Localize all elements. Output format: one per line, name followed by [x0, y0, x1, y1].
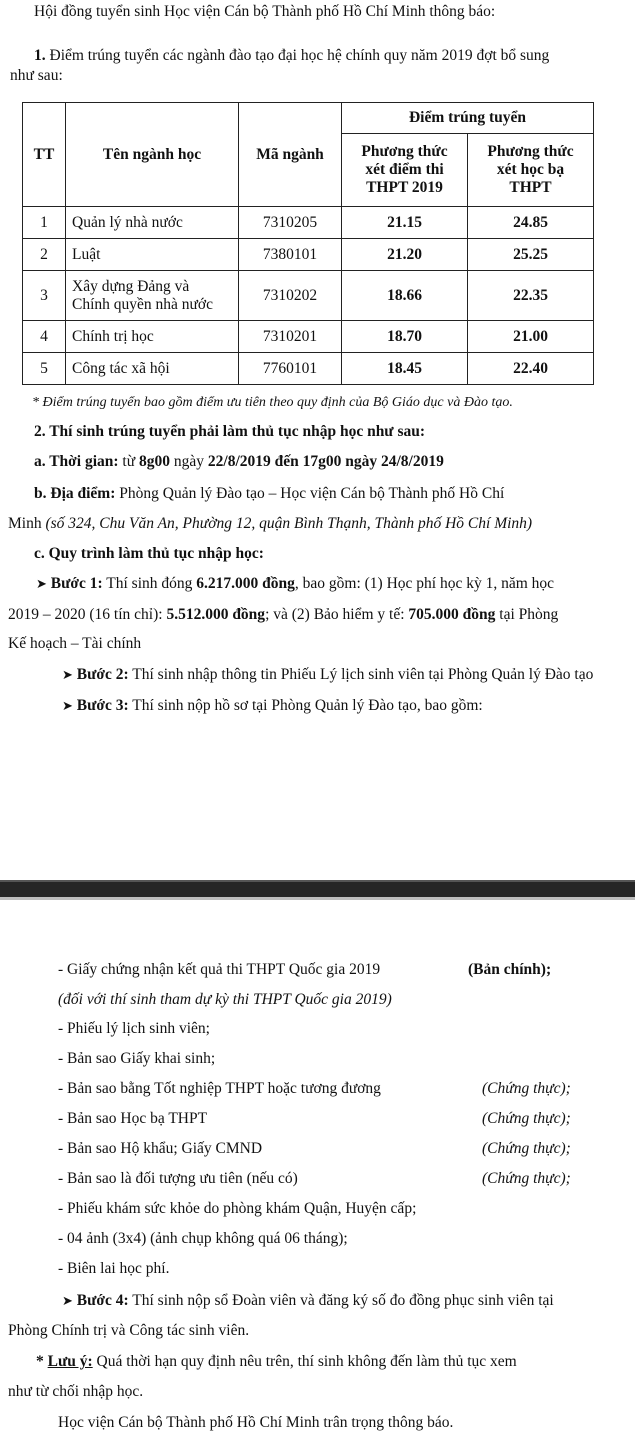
doc-tag-certified: (Chứng thực); — [482, 1110, 571, 1127]
note-line2: như từ chối nhập học. — [8, 1383, 144, 1400]
arrow-bullet-icon: ➤ — [36, 576, 47, 591]
closing-line: Học viện Cán bộ Thành phố Hồ Chí Minh trân trọng thông báo. — [58, 1414, 454, 1431]
col-header-major: Tên ngành học — [66, 103, 239, 207]
doc-item-diploma: - Bản sao bằng Tốt nghiệp THPT hoặc tương đương — [58, 1080, 381, 1097]
admission-score-table — [22, 102, 594, 385]
table-row: 5 Công tác xã hội 7760101 18.45 22.40 — [23, 353, 594, 385]
doc-item-receipt: - Biên lai học phí. — [58, 1260, 170, 1277]
doc-item-exam-certificate: - Giấy chứng nhận kết quả thi THPT Quốc gia 2019 — [58, 961, 381, 978]
item1-number: 1. — [34, 47, 46, 64]
step2-line: ➤ Bước 2: Thí sinh nhập thông tin Phiếu Lý lịch sinh viên tại Phòng Quản lý Đào tạo — [62, 666, 594, 683]
note-label: Lưu ý: — [47, 1353, 93, 1370]
table-row: 4 Chính trị học 7310201 18.70 21.00 — [23, 321, 594, 353]
step4-line2: Phòng Chính trị và Công tác sinh viên. — [8, 1322, 250, 1339]
time-line: a. Thời gian: từ 8g00 ngày 22/8/2019 đến 17g00 ngày 24/8/2019 — [34, 453, 444, 470]
step3-line: ➤ Bước 3: Thí sinh nộp hồ sơ tại Phòng Quản lý Đào tạo, bao gồm: — [62, 697, 483, 714]
doc-item-profile: - Phiếu lý lịch sinh viên; — [58, 1020, 210, 1037]
doc-note-exam: (đối với thí sinh tham dự kỳ thi THPT Quốc gia 2019) — [58, 991, 392, 1008]
doc-tag-certified: (Chứng thực); — [482, 1080, 571, 1097]
doc-tag-original: (Bản chính); — [468, 961, 552, 978]
arrow-bullet-icon: ➤ — [62, 698, 73, 713]
step1-line2: 2019 – 2020 (16 tín chỉ): 5.512.000 đồng; và (2) Bảo hiểm y tế: 705.000 đồng tại Phòng — [8, 606, 559, 623]
doc-item-priority: - Bản sao là đối tượng ưu tiên (nếu có) — [58, 1170, 298, 1187]
table-row: 3 Xây dựng Đảng và Chính quyền nhà nước 7310202 18.66 22.35 — [23, 271, 594, 321]
location-address: Minh (số 324, Chu Văn An, Phường 12, quận Bình Thạnh, Thành phố Hồ Chí Minh) — [8, 515, 533, 532]
step4-line: ➤ Bước 4: Thí sinh nộp sổ Đoàn viên và đăng ký số đo đồng phục sinh viên tại — [62, 1292, 554, 1309]
doc-item-birth-certificate: - Bản sao Giấy khai sinh; — [58, 1050, 216, 1067]
step1-line: ➤ Bước 1: Thí sinh đóng 6.217.000 đồng, bao gồm: (1) Học phí học kỳ 1, năm học — [36, 575, 555, 592]
procedure-heading: c. Quy trình làm thủ tục nhập học: — [34, 545, 264, 562]
col-header-score-group: Điểm trúng tuyển — [342, 103, 594, 134]
step1-line3: Kế hoạch – Tài chính — [8, 635, 142, 652]
doc-item-health-check: - Phiếu khám sức khỏe do phòng khám Quận, Huyện cấp; — [58, 1200, 417, 1217]
table-row: 2 Luật 7380101 21.20 25.25 — [23, 239, 594, 271]
item1-continuation: như sau: — [10, 67, 63, 84]
doc-item-transcript: - Bản sao Học bạ THPT — [58, 1110, 208, 1127]
table-row: 1 Quản lý nhà nước 7310205 21.15 24.85 — [23, 207, 594, 239]
doc-item-household-id: - Bản sao Hộ khẩu; Giấy CMND — [58, 1140, 263, 1157]
col-header-method-exam: Phương thức xét điểm thi THPT 2019 — [342, 134, 468, 207]
item1-text: Điểm trúng tuyển các ngành đào tạo đại học hệ chính quy năm 2019 đợt bổ sung — [49, 47, 550, 64]
intro-text: Hội đồng tuyển sinh Học viện Cán bộ Thành phố Hồ Chí Minh thông báo: — [34, 3, 496, 20]
col-header-code: Mã ngành — [239, 103, 342, 207]
arrow-bullet-icon: ➤ — [62, 667, 73, 682]
score-note: * Điểm trúng tuyển bao gồm điểm ưu tiên theo quy định của Bộ Giáo dục và Đào tạo. — [32, 395, 513, 410]
note-line: * Lưu ý: Quá thời hạn quy định nêu trên, thí sinh không đến làm thủ tục xem — [36, 1353, 517, 1370]
col-header-tt: TT — [23, 103, 66, 207]
item1-heading — [34, 47, 549, 65]
doc-tag-certified: (Chứng thực); — [482, 1140, 571, 1157]
doc-tag-certified: (Chứng thực); — [482, 1170, 571, 1187]
location-line: b. Địa điểm: Phòng Quản lý Đào tạo – Học viện Cán bộ Thành phố Hồ Chí — [34, 485, 505, 502]
page-divider-edge — [0, 897, 635, 900]
doc-item-photos: - 04 ảnh (3x4) (ảnh chụp không quá 06 tháng); — [58, 1230, 348, 1247]
arrow-bullet-icon: ➤ — [62, 1293, 73, 1308]
col-header-method-transcript: Phương thức xét học bạ THPT — [468, 134, 594, 207]
item2-heading: 2. Thí sinh trúng tuyển phải làm thủ tục nhập học như sau: — [34, 423, 426, 440]
